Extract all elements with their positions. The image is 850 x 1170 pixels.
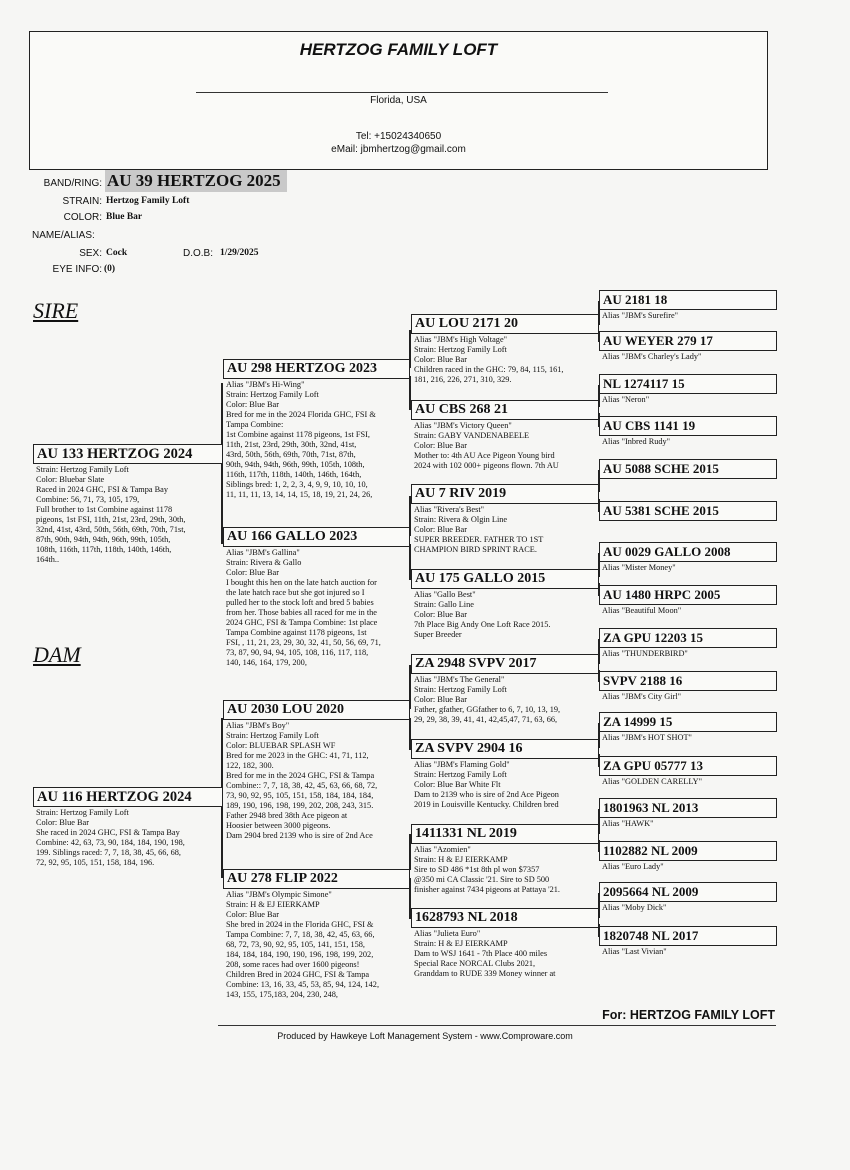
header-divider (196, 92, 608, 93)
bird-band: AU CBS 268 21 (411, 400, 599, 420)
band-label: BAND/RING: (43, 178, 102, 189)
bird-band: AU 1480 HRPC 2005 (599, 585, 777, 605)
pedigree-card-gen4[interactable] (599, 712, 777, 744)
bird-band: AU LOU 2171 20 (411, 314, 599, 334)
pedigree-card-gen4[interactable] (599, 290, 777, 322)
pedigree-card-sire[interactable] (33, 444, 223, 586)
pedigree-card-ssd[interactable] (411, 400, 599, 482)
bird-details: Alias "JBM's Flaming Gold" Strain: Hertzog Family Loft Color: Blue Bar White Flt Dam to 2139 who is sire of 2nd Ace Pigeon 2019 in Louisville Kentucky. Children bred (414, 760, 559, 809)
bird-band: AU 166 GALLO 2023 (223, 527, 410, 547)
pedigree-card-ddd[interactable] (411, 908, 599, 990)
pedigree-card-dam-sire[interactable] (223, 700, 410, 846)
bird-details (599, 521, 777, 523)
name-alias-label: NAME/ALIAS: (32, 230, 95, 241)
bird-band: AU 5088 SCHE 2015 (599, 459, 777, 479)
bird-details: Alias "Mister Money" (602, 563, 676, 572)
bird-band: AU 0029 GALLO 2008 (599, 542, 777, 562)
bird-details (599, 479, 777, 481)
footer-for-loft: For: HERTZOG FAMILY LOFT (602, 1008, 775, 1022)
bird-band: 1801963 NL 2013 (599, 798, 777, 818)
bird-band: 1102882 NL 2009 (599, 841, 777, 861)
bird-band: AU CBS 1141 19 (599, 416, 777, 436)
bird-details: Alias "Last Vivian" (602, 947, 667, 956)
bird-details: Alias "JBM's City Girl" (602, 692, 682, 701)
bird-details: Alias "JBM's Boy" Strain: Hertzog Family Loft Color: BLUEBAR SPLASH WF Bred for me 2023 in the GHC: 41, 71, 112, 122, 182, 300. Bred for me in the 2024 GHC, FSI & Tampa Combine:: 7, 7, 18, 38, 42, 45, 63, 66, 68, 72, 73, 90, 92, 95, 105, 151, 158, 184, 184, 184, 189, 190, 196, 198, 199, 202, 208, 243, 315. Father 2948 bred 38th Ace pigeon at Hoosier between 3000 pigeons. Dam 2904 bred 2139 who is sire of 2nd Ace (226, 721, 378, 840)
footer-divider (218, 1025, 776, 1026)
strain-label: STRAIN: (62, 196, 102, 207)
bird-band: 2095664 NL 2009 (599, 882, 777, 902)
bird-band: SVPV 2188 16 (599, 671, 777, 691)
bird-details: Alias "JBM's Victory Queen" Strain: GABY VANDENABEELE Color: Blue Bar Mother to: 4th AU Ace Pigeon Young bird 2024 with 102 000+ pigeons flown. 7th AU (414, 421, 559, 470)
bird-band: AU 2030 LOU 2020 (223, 700, 410, 720)
sex-label: SEX: (79, 248, 102, 259)
bird-details: Alias "JBM's Gallina" Strain: Rivera & Gallo Color: Blue Bar I bought this hen on the late hatch auction for the late hatch race but she got injured so I pulled her to the stock loft and bred 5 babies from her. Those babies all raced for me in the 2024 GHC, FSI & Tampa Combine: 1st place Tampa Combine against 1178 pigeons, 1st FSI, , 11, 21, 23, 29, 30, 32, 41, 50, 56, 69, 71, 73, 87, 90, 94, 94, 105, 108, 116, 117, 118, 140, 146, 164, 179, 200, (226, 548, 381, 667)
pedigree-card-dam[interactable] (33, 787, 223, 879)
bird-band: AU 278 FLIP 2022 (223, 869, 410, 889)
pedigree-card-sire-dam[interactable] (223, 527, 410, 673)
pedigree-card-gen4[interactable] (599, 585, 777, 617)
color-label: COLOR: (63, 212, 102, 223)
bird-details: Alias "HAWK" (602, 819, 654, 828)
footer-produced-by: Produced by Hawkeye Loft Management System - www.Comproware.com (277, 1031, 573, 1041)
bird-band: AU 133 HERTZOG 2024 (33, 444, 223, 464)
bird-band: ZA 14999 15 (599, 712, 777, 732)
bird-details: Alias "Gallo Best" Strain: Gallo Line Color: Blue Bar 7th Place Big Andy One Loft Race 2015. Super Breeder (414, 590, 551, 639)
pedigree-card-sdd[interactable] (411, 569, 599, 651)
pedigree-card-gen4[interactable] (599, 882, 777, 914)
bird-band: NL 1274117 15 (599, 374, 777, 394)
bird-details: Alias "GOLDEN CARELLY" (602, 777, 702, 786)
sire-heading: SIRE (33, 298, 79, 323)
pedigree-card-sds[interactable] (411, 484, 599, 566)
strain-value: Hertzog Family Loft (106, 196, 190, 206)
pedigree-card-gen4[interactable] (599, 671, 777, 703)
band-number: AU 39 HERTZOG 2025 (105, 170, 287, 192)
bird-band: AU WEYER 279 17 (599, 331, 777, 351)
pedigree-card-dsd[interactable] (411, 739, 599, 821)
bird-band: AU 298 HERTZOG 2023 (223, 359, 410, 379)
eye-info-label: EYE INFO: (52, 264, 102, 275)
pedigree-card-dds[interactable] (411, 824, 599, 906)
bird-band: ZA 2948 SVPV 2017 (411, 654, 599, 674)
pedigree-card-gen4[interactable] (599, 459, 777, 481)
pedigree-card-gen4[interactable] (599, 542, 777, 574)
bird-details: Alias "Julieta Euro" Strain: H & EJ EIERKAMP Dam to WSJ 1641 - 7th Place 400 miles Special Race NORCAL Clubs 2021, Granddam to RUDE 339 Money winner at (414, 929, 556, 978)
bird-details: Alias "JBM's HOT SHOT" (602, 733, 692, 742)
bird-details: Alias "Euro Lady" (602, 862, 664, 871)
pedigree-card-gen4[interactable] (599, 841, 777, 873)
dob-label: D.O.B: (183, 248, 214, 259)
pedigree-card-gen4[interactable] (599, 374, 777, 406)
bird-details: Strain: Hertzog Family Loft Color: Blue Bar She raced in 2024 GHC, FSI & Tampa Bay Combine: 42, 63, 73, 90, 184, 184, 190, 198, 199. Siblings raced: 7, 7, 18, 38, 45, 66, 68, 72, 92, 95, 105, 151, 158, 184, 196. (36, 808, 185, 867)
pedigree-card-gen4[interactable] (599, 331, 777, 363)
header-phone: Tel: +15024340650 (355, 131, 442, 142)
bird-details: Alias "THUNDERBIRD" (602, 649, 688, 658)
pedigree-card-sss[interactable] (411, 314, 599, 396)
bird-band: AU 2181 18 (599, 290, 777, 310)
loft-title: HERTZOG FAMILY LOFT (299, 40, 498, 59)
bird-details: Alias "JBM's Olympic Simone" Strain: H & EJ EIERKAMP Color: Blue Bar She bred in 2024 in the Florida GHC, FSI & Tampa Combine: 7, 7, 18, 38, 42, 45, 63, 66, 68, 72, 73, 90, 92, 95, 105, 141, 151, 158, 184, 184, 184, 190, 190, 196, 198, 199, 202, 208, some races had over 1600 pigeons! Children Bred in 2024 GHC, FSI & Tampa Combine: 13, 16, 33, 45, 53, 85, 94, 124, 142, 143, 155, 175,183, 204, 230, 248, (226, 890, 380, 999)
bird-details: Alias "JBM's High Voltage" Strain: Hertzog Family Loft Color: Blue Bar Children raced in the GHC: 79, 84, 115, 161, 181, 216, 226, 271, 310, 329. (414, 335, 564, 384)
pedigree-card-gen4[interactable] (599, 756, 777, 788)
header-location: Florida, USA (370, 95, 427, 106)
bird-details: Alias "Inbred Rudy" (602, 437, 671, 446)
bird-details: Alias "Beautiful Moon" (602, 606, 682, 615)
bird-band: 1411331 NL 2019 (411, 824, 599, 844)
bird-band: ZA SVPV 2904 16 (411, 739, 599, 759)
bird-details: Alias "Rivera's Best" Strain: Rivera & Olgin Line Color: Blue Bar SUPER BREEDER. FATHER TO 1ST CHAMPION BIRD SPRINT RACE. (414, 505, 544, 554)
bird-band: ZA GPU 05777 13 (599, 756, 777, 776)
sex-value: Cock (106, 248, 128, 258)
pedigree-card-gen4[interactable] (599, 798, 777, 830)
header-box (29, 31, 768, 170)
bird-band: AU 175 GALLO 2015 (411, 569, 599, 589)
color-value: Blue Bar (106, 212, 143, 222)
bird-band: 1820748 NL 2017 (599, 926, 777, 946)
bird-details: Alias "Moby Dick" (602, 903, 667, 912)
bird-details: Strain: Hertzog Family Loft Color: Bluebar Slate Raced in 2024 GHC, FSI & Tampa Bay Combine: 56, 71, 73, 105, 179, Full brother to 1st Combine against 1178 pigeons, 1st FSI, 11th, 21st, 23rd, 29th, 30th, 32nd, 41st, 43rd, 50th, 56th, 69th, 70th, 71st, 87th, 90th, 94th, 94th, 96th, 99th, 105th, 108th, 116th, 117th, 118th, 140th, 146th, 164th.. (36, 465, 186, 564)
bird-details: Alias "JBM's Charley's Lady" (602, 352, 702, 361)
pedigree-card-gen4[interactable] (599, 501, 777, 523)
bird-band: AU 116 HERTZOG 2024 (33, 787, 223, 807)
bird-band: ZA GPU 12203 15 (599, 628, 777, 648)
bird-band: 1628793 NL 2018 (411, 908, 599, 928)
header-email: eMail: jbmhertzog@gmail.com (331, 144, 466, 155)
bird-details: Alias "JBM's Hi-Wing" Strain: Hertzog Family Loft Color: Blue Bar Bred for me in the 2024 Florida GHC, FSI & Tampa Combine: 1st Combine against 1178 pigeons, 1st FSI, 11th, 21st, 23rd, 29th, 30th, 32nd, 41st, 43rd, 50th, 56th, 69th, 70th, 71st, 87th, 90th, 94th, 94th, 96th, 99th, 105th, 108th, 116th, 117th, 118th, 140th, 146th, 164th, Siblings bred: 1, 2, 2, 3, 4, 9, 9, 10, 10, 10, 11, 11, 11, 13, 14, 14, 15, 18, 19, 21, 24, 26, (226, 380, 376, 499)
eye-info-value: (0) (104, 264, 116, 274)
pedigree-card-gen4[interactable] (599, 416, 777, 448)
pedigree-card-dss[interactable] (411, 654, 599, 736)
pedigree-card-sire-sire[interactable] (223, 359, 410, 505)
pedigree-card-gen4[interactable] (599, 926, 777, 958)
bird-band: AU 7 RIV 2019 (411, 484, 599, 504)
bird-details: Alias "JBM's Surefire" (602, 311, 679, 320)
dam-heading: DAM (33, 642, 81, 667)
bird-band: AU 5381 SCHE 2015 (599, 501, 777, 521)
pedigree-card-dam-dam[interactable] (223, 869, 410, 1015)
bird-details: Alias "Azomien" Strain: H & EJ EIERKAMP Sire to SD 486 *1st 8th pl won $7357 @350 mi CA Classic '21. Sire to SD 500 finisher against 7434 pigeons at Pattaya '21. (414, 845, 560, 894)
pedigree-card-gen4[interactable] (599, 628, 777, 660)
dob-value: 1/29/2025 (220, 248, 259, 258)
bird-details: Alias "Neron" (602, 395, 650, 404)
bird-details: Alias "JBM's The General" Strain: Hertzog Family Loft Color: Blue Bar Father, gfather, GGfather to 6, 7, 10, 13, 19, 29, 29, 38, 39, 41, 41, 42,45,47, 71, 63, 66, (414, 675, 561, 724)
